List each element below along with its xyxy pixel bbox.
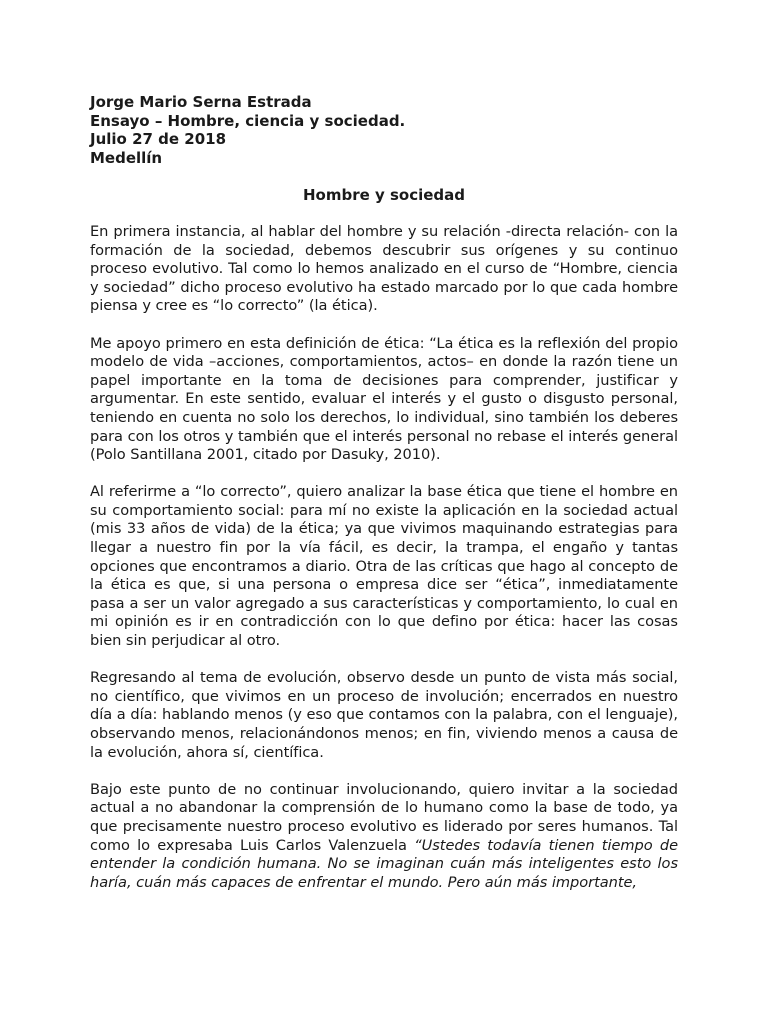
essay-subject: Ensayo – Hombre, ciencia y sociedad.	[90, 111, 406, 130]
essay-city: Medellín	[90, 148, 163, 167]
essay-date: Julio 27 de 2018	[90, 130, 227, 149]
paragraph-1: En primera instancia, al hablar del hombre y su relación -directa relación- con la formación de la sociedad, debemos descubrir sus orígenes y su continuo proceso evolutivo. Tal como lo hemos analizado en el curso de “Hombre, ciencia y sociedad” dicho proceso evolutivo ha estado marcado por lo que cada hombre piensa y cree es “lo correcto” (la ética).	[90, 222, 678, 315]
paragraph-2: Me apoyo primero en esta definición de ética: “La ética es la reflexión del propio modelo de vida –acciones, comportamientos, actos– en donde la razón tiene un papel importante en la toma de decisiones para comprender, justificar y argumentar. En este sentido, evaluar el interés y el gusto o disgusto personal, teniendo en cuenta no solo los derechos, lo individual, sino también los deberes para con los otros y también que el interés personal no rebase el interés general (Polo Santillana 2001, citado por Dasuky, 2010).	[90, 334, 678, 464]
paragraph-5	[90, 781, 678, 893]
document-page	[90, 93, 678, 911]
quote-text: “Ustedes todavía tienen tiempo de entender la condición humana. No se imaginan cuán más inteligentes esto los haría, cuán más capaces de enfrentar el mundo. Pero aún más importante,	[90, 836, 679, 891]
paragraph-5-text: Bajo este punto de no continuar involucionando, quiero invitar a la sociedad actual a no abandonar la comprensión de lo humano como la base de todo, ya que precisamente nuestro proceso evolutivo es liderado por seres humanos. Tal como lo expresaba Luis Carlos Valenzuela	[90, 780, 678, 854]
paragraph-4: Regresando al tema de evolución, observo desde un punto de vista más social, no científico, que vivimos en un proceso de involución; encerrados en nuestro día a día: hablando menos (y eso que contamos con la palabra, con el lenguaje), observando menos, relacionándonos menos; en fin, viviendo menos a causa de la evolución, ahora sí, científica.	[90, 669, 678, 761]
paragraph-3: Al referirme a “lo correcto”, quiero analizar la base ética que tiene el hombre en su comportamiento social: para mí no existe la aplicación en la sociedad actual (mis 33 años de vida) de la ética; ya que vivimos maquinando estrategias para llegar a nuestro fin por la vía fácil, es decir, la trampa, el engaño y tantas opciones que encontramos a diario. Otra de las críticas que hago al concepto de la ética es que, si una persona o empresa dice ser “ética”, inmediatamente pasa a ser un valor agregado a sus características y comportamiento, lo cual en mi opinión es ir en contradicción con lo que defino por ética: hacer las cosas bien sin perjudicar al otro.	[90, 483, 678, 650]
document-title: Hombre y sociedad	[302, 186, 466, 205]
author-name: Jorge Mario Serna Estrada	[90, 93, 312, 111]
